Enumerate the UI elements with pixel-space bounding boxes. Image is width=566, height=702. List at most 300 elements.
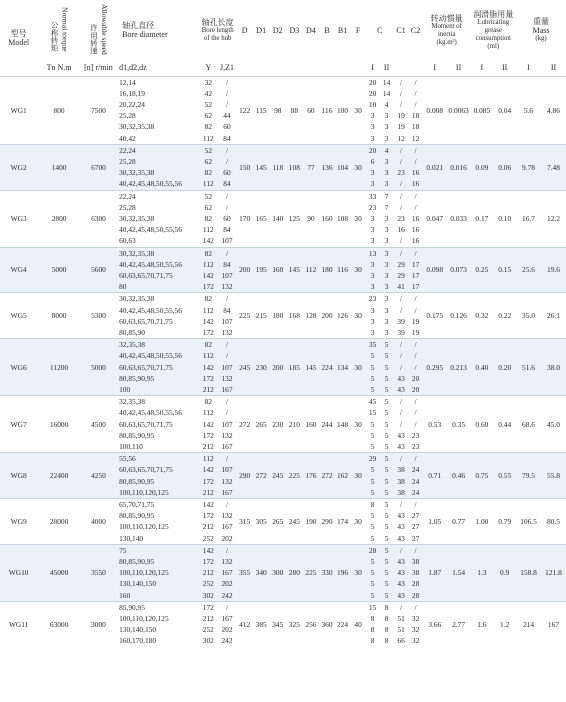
- hub-j-value: /: [218, 144, 237, 156]
- c-ii-value: 3: [384, 225, 389, 235]
- torque-value: 5000: [37, 247, 81, 293]
- b-value: 272: [319, 453, 335, 499]
- d1-value: 272: [253, 453, 270, 499]
- mass-ii-value: 45.0: [541, 396, 566, 453]
- table-row: [0, 144, 566, 156]
- c-ii-value: 5: [379, 362, 394, 373]
- f-value: 30: [350, 544, 366, 601]
- f-value: 30: [350, 339, 366, 396]
- hub-y-value: 172: [199, 601, 218, 613]
- hub-j-value: /: [218, 601, 237, 613]
- c-i-value: 3: [370, 133, 375, 143]
- grease-ii-value: 0.15: [493, 247, 516, 293]
- hub-y-value: 302: [202, 636, 214, 646]
- hub-y-value: 172: [199, 476, 218, 487]
- c2-value: /: [408, 396, 423, 408]
- c1-value: 43: [397, 522, 405, 532]
- c2-value: /: [408, 362, 423, 373]
- mass-i-value: 158.8: [516, 544, 541, 601]
- c1-value: 43: [394, 590, 409, 602]
- header-row: [0, 0, 566, 60]
- c1-value: /: [400, 202, 403, 212]
- table-row: [0, 499, 566, 511]
- hub-y-value: 112: [202, 225, 214, 235]
- grease-ii-value: 0.04: [493, 76, 516, 144]
- f-value: 30: [350, 190, 366, 247]
- table-body: [0, 76, 566, 647]
- c-i-value: 5: [366, 464, 379, 475]
- c-ii-value: 3: [379, 156, 394, 167]
- model-value: WG9: [0, 499, 37, 545]
- b1-value: 126: [335, 293, 351, 339]
- c2-value: 16: [411, 213, 420, 223]
- model-value: WG3: [0, 190, 37, 247]
- c1-value: /: [394, 293, 409, 305]
- inertia-i-value: 0.047: [423, 190, 447, 247]
- c-ii-value: 3: [379, 167, 394, 178]
- bore-value: 55,56: [116, 453, 199, 465]
- d3-value: 185: [286, 339, 303, 396]
- c-ii-value: 4: [384, 99, 389, 109]
- bore-header: 轴孔直径 Bore diameter: [122, 21, 168, 39]
- hub-y-value: 172: [199, 556, 218, 567]
- c2-value: 17: [408, 270, 423, 281]
- c-i-value: 35: [366, 339, 379, 351]
- hub-y-value: 142: [202, 236, 214, 246]
- hub-j-value: 132: [218, 281, 237, 293]
- d2-value: 345: [269, 601, 286, 646]
- d2-value: 98: [269, 76, 286, 144]
- mass-sub-ii: II: [550, 63, 557, 73]
- c2-value: /: [408, 601, 423, 613]
- hub-y-value: 42: [204, 88, 213, 98]
- speed-value: 6300: [81, 190, 116, 247]
- bore-value: 60,63,65,70,71,75: [116, 362, 199, 373]
- bore-value: 100,110,120,125: [116, 487, 199, 499]
- c1-value: 19: [397, 122, 405, 132]
- c1-value: 39: [397, 327, 405, 337]
- bore-value: 16,18,19: [119, 88, 145, 98]
- c-i-value: 5: [370, 442, 375, 451]
- c-i-value: 3: [370, 316, 375, 326]
- hub-y-value: 172: [202, 430, 214, 440]
- bore-value: 85,90,95: [116, 601, 199, 613]
- c-i-value: 5: [366, 567, 379, 578]
- grease-ii-value: 0.55: [493, 453, 516, 499]
- hub-j-value: /: [225, 202, 229, 212]
- c1-value: /: [394, 544, 409, 556]
- d3-value: 280: [286, 544, 303, 601]
- d2-header: D2: [272, 25, 283, 35]
- c2-value: /: [414, 99, 417, 109]
- hub-j-value: /: [218, 453, 237, 465]
- grease-ii-value: 0.79: [493, 499, 516, 545]
- inertia-i-value: 0.175: [423, 293, 447, 339]
- inertia-sub-ii: II: [455, 63, 462, 73]
- hub-j-value: /: [225, 88, 229, 98]
- hub-j-value: 84: [223, 305, 231, 315]
- c1-value: /: [394, 76, 409, 88]
- mass-i-value: 79.5: [516, 453, 541, 499]
- c2-value: 24: [408, 476, 423, 487]
- bore-value: 65,70,71,75: [116, 499, 199, 511]
- inertia-ii-value: 0.073: [447, 247, 471, 293]
- d3-value: 168: [286, 293, 303, 339]
- c2-value: 27: [411, 533, 420, 543]
- c2-value: /: [414, 419, 417, 429]
- model-value: WG10: [0, 544, 37, 601]
- mass-i-value: 25.6: [516, 247, 541, 293]
- bore-value: 30,32,35,38: [119, 122, 155, 132]
- hub-j-value: 132: [221, 327, 233, 337]
- b1-value: 162: [335, 453, 351, 499]
- c2-value: 32: [411, 614, 420, 624]
- c2-value: /: [408, 156, 423, 167]
- model-value: WG4: [0, 247, 37, 293]
- mass-ii-value: 7.48: [541, 144, 566, 190]
- c2-value: /: [408, 544, 423, 556]
- hub-y-value: 52: [204, 99, 213, 109]
- torque-value: 63000: [37, 601, 81, 646]
- hub-y-value: 212: [199, 567, 218, 578]
- c-i-value: 5: [366, 350, 379, 361]
- model-value: WG11: [0, 601, 37, 646]
- bore-value: 20,22,24: [119, 99, 145, 109]
- b-header: B: [324, 25, 330, 35]
- hub-y-value: 302: [199, 590, 218, 602]
- hub-y-value: 212: [202, 442, 214, 451]
- mass-ii-value: 38.0: [541, 339, 566, 396]
- hub-j-value: /: [218, 350, 237, 361]
- d3-value: 210: [286, 396, 303, 453]
- inertia-i-value: 1.05: [423, 499, 447, 545]
- grease-i-value: 1.00: [470, 499, 493, 545]
- mass-ii-value: 121.8: [541, 544, 566, 601]
- c1-value: 19: [397, 111, 405, 121]
- hub-j-value: 167: [221, 442, 233, 451]
- grease-ii-value: 0.06: [493, 144, 516, 190]
- hub-j-value: 107: [221, 419, 233, 429]
- c-i-value: 5: [366, 556, 379, 567]
- bore-value: 40,42: [119, 133, 136, 143]
- hub-y-value: 142: [199, 544, 218, 556]
- b1-value: 148: [335, 396, 351, 453]
- c-ii-value: 3: [384, 327, 389, 337]
- c2-value: /: [414, 305, 417, 315]
- grease-i-value: 0.25: [470, 247, 493, 293]
- d2-value: 118: [269, 144, 286, 190]
- mass-ii-value: 80.5: [541, 499, 566, 545]
- grease-i-value: 0.75: [470, 453, 493, 499]
- d1-header: D1: [256, 25, 267, 35]
- d1-value: 195: [253, 247, 270, 293]
- mass-ii-value: 4.86: [541, 76, 566, 144]
- grease-i-value: 1.3: [470, 544, 493, 601]
- mass-i-value: 106.5: [516, 499, 541, 545]
- b1-header: B1: [337, 25, 348, 35]
- c1-value: /: [400, 419, 403, 429]
- mass-header: 重量 Mass (kg): [532, 17, 550, 42]
- c-i-value: 10: [368, 99, 377, 109]
- c2-value: /: [408, 76, 423, 88]
- table-row: [0, 453, 566, 465]
- c-i-value: 3: [370, 225, 375, 235]
- grease-sub-i: I: [480, 63, 484, 73]
- d-value: 200: [236, 247, 253, 293]
- mass-i-value: 214: [516, 601, 541, 646]
- d4-value: 256: [303, 601, 320, 646]
- model-header: 型号 Model: [8, 28, 30, 47]
- c-ii-value: 5: [379, 476, 394, 487]
- b-value: 180: [319, 247, 335, 293]
- inertia-i-value: 0.021: [423, 144, 447, 190]
- bore-value: 32,35,38: [116, 339, 199, 351]
- hub-j-value: 242: [221, 636, 233, 646]
- grease-i-value: 0.085: [470, 76, 493, 144]
- f-header: F: [355, 25, 361, 35]
- d4-value: 128: [303, 293, 320, 339]
- speed-value: 4000: [81, 499, 116, 545]
- c1-value: /: [394, 156, 409, 167]
- bore-value: 25,28: [116, 156, 199, 167]
- c2-value: 17: [408, 259, 423, 270]
- d-value: 290: [236, 453, 253, 499]
- c-i-value: 23: [368, 202, 377, 212]
- hub-y-value: 252: [199, 578, 218, 589]
- c-i-value: 3: [366, 281, 379, 293]
- hub-y-value: 142: [199, 270, 218, 281]
- c-ii-value: 5: [379, 339, 394, 351]
- hub-j-value: 202: [221, 533, 233, 543]
- c2-value: /: [414, 88, 417, 98]
- grease-i-value: 0.17: [470, 190, 493, 247]
- c1-value: /: [394, 190, 409, 202]
- c1-value: 43: [394, 373, 409, 384]
- mass-ii-value: 12.2: [541, 190, 566, 247]
- d2-value: 265: [269, 499, 286, 545]
- c-ii-value: 5: [379, 590, 394, 602]
- c-i-value: 3: [366, 178, 379, 190]
- b-value: 360: [319, 601, 335, 646]
- inertia-i-value: 0.295: [423, 339, 447, 396]
- mass-i-value: 16.7: [516, 190, 541, 247]
- inertia-ii-value: 0.46: [447, 453, 471, 499]
- c-i-value: 3: [366, 167, 379, 178]
- bore-value: 80,85,90,95: [116, 476, 199, 487]
- c2-value: 12: [411, 133, 420, 143]
- c-ii-value: 3: [379, 270, 394, 281]
- c-i-value: 8: [370, 614, 375, 624]
- f-value: 30: [350, 247, 366, 293]
- grease-i-value: 0.60: [470, 396, 493, 453]
- bore-value: 80,85,90,95: [119, 430, 155, 440]
- c1-value: /: [394, 178, 409, 190]
- c-i-value: 20: [366, 76, 379, 88]
- hub-y-value: 82: [199, 293, 218, 305]
- bore-value: 60,63,65,70,71,75: [119, 419, 173, 429]
- model-value: WG6: [0, 339, 37, 396]
- inertia-i-value: 1.87: [423, 544, 447, 601]
- c-i-value: 8: [370, 636, 375, 646]
- c1-value: 23: [397, 213, 405, 223]
- d2-value: 230: [269, 396, 286, 453]
- hub-y-value: 212: [202, 614, 214, 624]
- hub-j-value: /: [218, 293, 237, 305]
- table-row: [0, 247, 566, 259]
- hub-j-value: 84: [223, 133, 231, 143]
- hub-y-value: 82: [199, 247, 218, 259]
- c-i-value: 8: [370, 625, 375, 635]
- d3-value: 125: [286, 190, 303, 247]
- c-i-value: 3: [370, 305, 375, 315]
- speed-value: 5300: [81, 293, 116, 339]
- mass-ii-value: 167: [541, 601, 566, 646]
- c-ii-value: 3: [384, 133, 389, 143]
- hub-y-value: 172: [199, 373, 218, 384]
- speed-unit: [n] r/min: [84, 63, 113, 73]
- subheader-row: [0, 60, 566, 76]
- hub-y-value: 172: [202, 327, 214, 337]
- f-value: 40: [350, 601, 366, 646]
- c-i-value: 20: [368, 88, 377, 98]
- c-ii-value: 5: [384, 419, 389, 429]
- f-value: 30: [350, 293, 366, 339]
- c2-value: /: [408, 144, 423, 156]
- c2-value: 32: [411, 625, 420, 635]
- model-value: WG2: [0, 144, 37, 190]
- d-value: 170: [236, 190, 253, 247]
- c-i-value: 6: [366, 156, 379, 167]
- bore-value: 130,140,150: [116, 578, 199, 589]
- c1-value: 29: [394, 270, 409, 281]
- c1-value: 43: [397, 442, 405, 451]
- c2-value: 28: [408, 578, 423, 589]
- c-ii-value: 5: [379, 578, 394, 589]
- c-ii-value: 5: [384, 442, 389, 451]
- c1-value: 38: [394, 476, 409, 487]
- hub-j-value: 242: [218, 590, 237, 602]
- hub-y-value: 212: [199, 384, 218, 396]
- d2-value: 160: [269, 247, 286, 293]
- f-value: 30: [350, 144, 366, 190]
- mass-ii-value: 55.8: [541, 453, 566, 499]
- hub-j-value: 107: [218, 464, 237, 475]
- speed-value: 5600: [81, 247, 116, 293]
- c-ii-value: 3: [379, 293, 394, 305]
- d2-value: 245: [269, 453, 286, 499]
- table-row: [0, 190, 566, 202]
- inertia-ii-value: 0.35: [447, 396, 471, 453]
- c-header: C: [377, 25, 383, 35]
- c1-value: 43: [397, 511, 405, 521]
- bore-value: 12,14: [116, 76, 199, 88]
- d1-value: 215: [253, 293, 270, 339]
- c-i-value: 5: [370, 430, 375, 440]
- hub-j-value: 107: [221, 316, 233, 326]
- c-i-value: 5: [366, 578, 379, 589]
- c2-value: 19: [411, 327, 420, 337]
- c-ii-value: 5: [379, 384, 394, 396]
- hub-j-value: 84: [218, 259, 237, 270]
- hub-j-value: /: [225, 408, 229, 418]
- grease-i-value: 1.6: [470, 601, 493, 646]
- c2-value: 16: [408, 178, 423, 190]
- hub-y-value: 62: [199, 156, 218, 167]
- c1-value: /: [394, 499, 409, 511]
- c-i-value: 5: [366, 362, 379, 373]
- c-i-value: 3: [370, 111, 375, 121]
- table-row: [0, 601, 566, 613]
- c1-value: /: [394, 339, 409, 351]
- torque-value: 800: [37, 76, 81, 144]
- hub-j-value: 132: [221, 430, 233, 440]
- mass-i-value: 51.6: [516, 339, 541, 396]
- f-value: 30: [350, 499, 366, 545]
- mass-ii-value: 19.6: [541, 247, 566, 293]
- d3-value: 325: [286, 601, 303, 646]
- c-ii-value: 7: [384, 202, 389, 212]
- d3-value: 88: [286, 76, 303, 144]
- c1-value: 66: [397, 636, 405, 646]
- hub-y: Y: [205, 63, 212, 73]
- c2-value: 23: [411, 430, 420, 440]
- d-header: D: [241, 25, 248, 35]
- hub-y-value: 62: [204, 111, 213, 121]
- c1-value: /: [400, 408, 403, 418]
- f-value: 30: [350, 396, 366, 453]
- b1-value: 100: [335, 76, 351, 144]
- hub-j-value: 107: [218, 270, 237, 281]
- torque-value: 45000: [37, 544, 81, 601]
- c1-value: /: [400, 236, 403, 246]
- c-ii-value: 5: [384, 408, 389, 418]
- c-ii-value: 5: [384, 533, 389, 543]
- bore-value: 80,85,90,95: [119, 511, 155, 521]
- d1-value: 115: [253, 76, 270, 144]
- hub-y-value: 142: [199, 464, 218, 475]
- c2-value: 27: [411, 522, 420, 532]
- c2-value: 18: [411, 111, 420, 121]
- hub-y-value: 142: [199, 499, 218, 511]
- hub-y-value: 172: [202, 511, 214, 521]
- c1-value: 43: [394, 567, 409, 578]
- c-i-value: 5: [366, 476, 379, 487]
- speed-value: 4500: [81, 396, 116, 453]
- hub-j-value: 44: [223, 111, 231, 121]
- table-row: [0, 544, 566, 556]
- c-ii-value: 8: [384, 625, 389, 635]
- c1-value: 38: [394, 464, 409, 475]
- hub-j-value: /: [218, 499, 237, 511]
- bore-value: 32,35,38: [116, 396, 199, 408]
- c-ii-value: 5: [379, 487, 394, 499]
- c-ii-value: 5: [379, 567, 394, 578]
- bore-value: 160,170,180: [119, 636, 157, 646]
- c-i-value: 8: [366, 499, 379, 511]
- b-value: 330: [319, 544, 335, 601]
- c-i-value: 15: [366, 601, 379, 613]
- bore-value: 80,85,90,95: [116, 373, 199, 384]
- grease-ii-value: 0.44: [493, 396, 516, 453]
- bore-sub: d1,d2,dz: [119, 63, 147, 73]
- c2-value: 16: [408, 167, 423, 178]
- torque-value: 2800: [37, 190, 81, 247]
- c-ii-value: 3: [379, 247, 394, 259]
- bore-value: 130,140,150: [119, 625, 157, 635]
- c1-value: 16: [397, 225, 405, 235]
- hub-y-value: 252: [202, 625, 214, 635]
- c-ii-value: 3: [384, 236, 389, 246]
